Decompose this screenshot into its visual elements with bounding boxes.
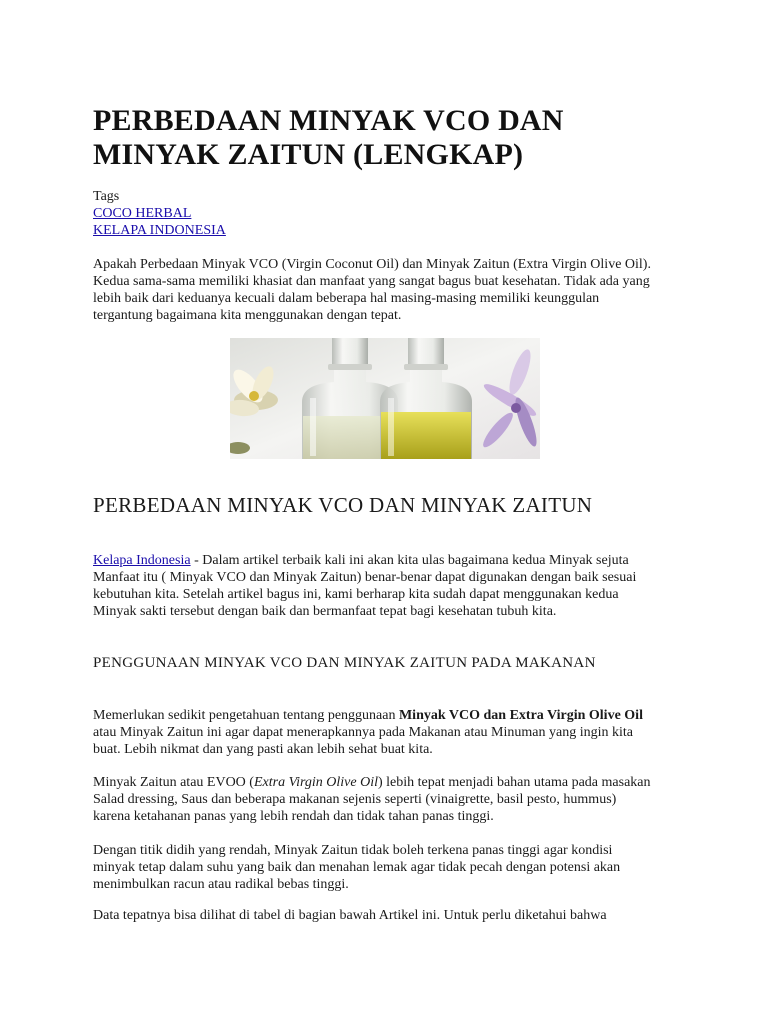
paragraph-data-table: Data tepatnya bisa dilihat di tabel di bagian bawah Artikel ini. Untuk perlu diketahui bahwa [93, 908, 607, 923]
section-heading: PERBEDAAN MINYAK VCO DAN MINYAK ZAITUN [93, 493, 593, 517]
tags-label: Tags [93, 189, 120, 204]
kelapa-indonesia-link[interactable]: Kelapa Indonesia [93, 553, 191, 568]
page-title: PERBEDAAN MINYAK VCO DAN MINYAK ZAITUN (LENGKAP) [93, 104, 564, 171]
paragraph-usage [93, 707, 653, 758]
paragraph-usage-end: atau Minyak Zaitun ini agar dapat menerapkannya pada Makanan atau Minuman yang ingin kita buat. Lebih nikmat dan yang pasti akan lebih sehat buat kita. [93, 725, 633, 757]
paragraph-evoo-start: Minyak Zaitun atau EVOO ( [93, 775, 254, 790]
tag-link-kelapa-indonesia[interactable]: KELAPA INDONESIA [93, 223, 226, 238]
oil-bottles-photo [230, 338, 540, 459]
intro-paragraph: Apakah Perbedaan Minyak VCO (Virgin Coconut Oil) dan Minyak Zaitun (Extra Virgin Olive Oil). Kedua sama-sama memiliki khasiat dan manfaat yang sangat bagus buat kesehatan. Tidak ada yang lebih baik dari keduanya kecuali dalam beberapa hal masing-masing memiliki keunggulan tergantung bagaimana kita menggunakan dengan tepat. [93, 257, 651, 323]
subsection-heading: PENGGUNAAN MINYAK VCO DAN MINYAK ZAITUN PADA MAKANAN [93, 655, 596, 671]
paragraph-usage-start: Memerlukan sedikit pengetahuan tentang penggunaan [93, 708, 399, 723]
lead-paragraph [93, 552, 653, 620]
paragraph-evoo-end: ) lebih tepat menjadi bahan utama pada masakan Salad dressing, Saus dan beberapa makanan sejenis seperti (vinaigrette, basil pesto, hummus) karena ketahanan panas yang lebih rendah dan tidak tahan panas tinggi. [93, 775, 651, 824]
italic-highlight: Extra Virgin Olive Oil [253, 775, 378, 790]
paragraph-boiling-point: Dengan titik didih yang rendah, Minyak Zaitun tidak boleh terkena panas tinggi agar kondisi minyak tetap dalam suhu yang baik dan menahan lemak agar tidak pecah dengan potensi akan menimbulkan racun atau radikal bebas tinggi. [93, 843, 621, 892]
bold-highlight: Minyak VCO dan Extra Virgin Olive Oil [398, 708, 643, 723]
paragraph-evoo [93, 774, 653, 825]
lead-text: - Dalam artikel terbaik kali ini akan kita ulas bagaimana kedua Minyak sejuta Manfaat itu ( Minyak VCO dan Minyak Zaitun) benar-benar dapat digunakan dengan baik sesuai kebutuhan kita. Setelah artikel bagus ini, kami berharap kita sudah dapat menggunakan kedua Minyak sakti tersebut dengan baik dan bermanfaat tepat bagi kesehatan tubuh kita. [93, 553, 637, 619]
tag-link-coco-herbal[interactable]: COCO HERBAL [93, 206, 192, 221]
